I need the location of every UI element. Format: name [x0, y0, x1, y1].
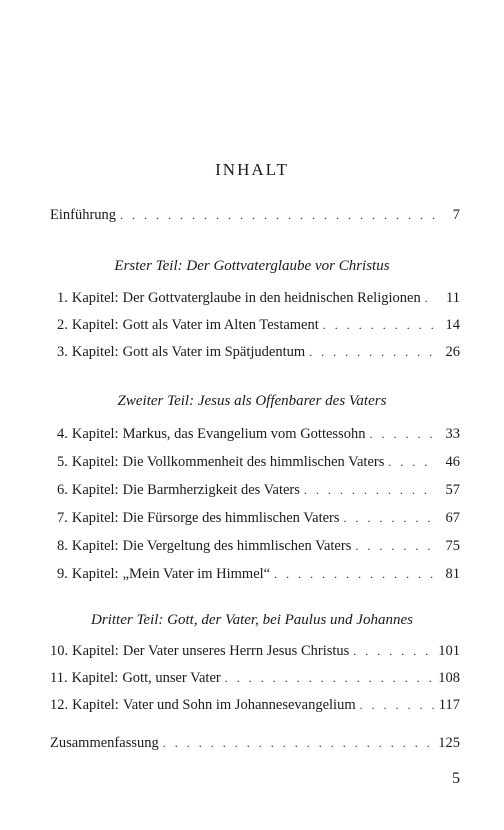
part-title: Dritter Teil: Gott, der Vater, bei Paulus und Johannes: [91, 612, 413, 628]
entry-title: Einführung: [50, 207, 117, 223]
entry-page-number: 57: [445, 482, 460, 498]
toc-entry-chapter[interactable]: [57, 426, 460, 446]
entry-page-number: 26: [445, 344, 460, 360]
chapter-label: Kapitel:: [71, 566, 119, 582]
dot-leader: [120, 208, 436, 223]
toc-heading: INHALT: [215, 160, 289, 179]
dot-leader: [163, 736, 435, 751]
entry-page-number: 81: [445, 566, 460, 582]
chapter-label: Kapitel:: [71, 482, 119, 498]
toc-entry-introduction[interactable]: [50, 207, 460, 227]
chapter-title: Die Vergeltung des himmlischen Vaters: [122, 538, 352, 554]
entry-page-number: 67: [445, 510, 460, 526]
toc-entry-chapter[interactable]: [57, 510, 460, 530]
chapter-label: Kapitel:: [72, 643, 119, 659]
chapter-number: 10.: [50, 643, 69, 659]
chapter-label: Kapitel:: [71, 290, 119, 306]
dot-leader: [353, 644, 434, 659]
entry-page-number: 14: [445, 317, 460, 333]
entry-page-number: 11: [446, 290, 460, 306]
chapter-title: Der Vater unseres Herrn Jesus Christus: [122, 643, 350, 659]
entry-page-number: 7: [452, 207, 460, 223]
chapter-label: Kapitel:: [71, 426, 119, 442]
chapter-number: 3.: [57, 344, 68, 360]
chapter-label: Kapitel:: [71, 344, 119, 360]
chapter-title: Markus, das Evangelium vom Gottessohn: [122, 426, 366, 442]
chapter-number: 2.: [57, 317, 68, 333]
dot-leader: [425, 291, 436, 306]
toc-entry-chapter[interactable]: [57, 482, 460, 502]
chapter-label: Kapitel:: [72, 697, 119, 713]
toc-entry-chapter[interactable]: [57, 290, 460, 310]
part-title: Zweiter Teil: Jesus als Offenbarer des Vaters: [117, 393, 387, 409]
chapter-label: Kapitel:: [71, 317, 119, 333]
chapter-label: Kapitel:: [71, 454, 119, 470]
chapter-number: 9.: [57, 566, 68, 582]
dot-leader: [344, 511, 436, 526]
entry-page-number: 117: [438, 697, 460, 713]
dot-leader: [388, 455, 436, 470]
entry-page-number: 108: [438, 670, 460, 686]
chapter-number: 5.: [57, 454, 68, 470]
entry-page-number: 75: [445, 538, 460, 554]
chapter-label: Kapitel:: [71, 510, 119, 526]
dot-leader: [355, 539, 436, 554]
toc-entry-chapter[interactable]: [57, 566, 460, 586]
toc-entry-summary[interactable]: [50, 735, 460, 755]
chapter-label: Kapitel:: [71, 538, 119, 554]
chapter-title: Die Vollkommenheit des himmlischen Vaters: [122, 454, 385, 470]
chapter-number: 1.: [57, 290, 68, 306]
dot-leader: [360, 698, 435, 713]
toc-entry-chapter[interactable]: [50, 670, 460, 690]
chapter-number: 4.: [57, 426, 68, 442]
chapter-title: Vater und Sohn im Johannesevangelium: [122, 697, 356, 713]
chapter-title: Gott als Vater im Alten Testament: [122, 317, 319, 333]
dot-leader: [304, 483, 436, 498]
part-title: Erster Teil: Der Gottvaterglaube vor Christus: [114, 258, 390, 274]
toc-entry-chapter[interactable]: [50, 697, 460, 717]
entry-page-number: 125: [438, 735, 460, 751]
entry-page-number: 46: [445, 454, 460, 470]
toc-entry-chapter[interactable]: [57, 344, 460, 364]
chapter-label: Kapitel:: [71, 670, 119, 686]
chapter-title: Gott, unser Vater: [122, 670, 221, 686]
chapter-number: 12.: [50, 697, 69, 713]
toc-entry-chapter[interactable]: [50, 643, 460, 663]
chapter-title: Gott als Vater im Spätjudentum: [122, 344, 306, 360]
toc-entry-chapter[interactable]: [57, 317, 460, 337]
chapter-title: Der Gottvaterglaube in den heidnischen Religionen: [122, 290, 421, 306]
dot-leader: [225, 671, 435, 686]
page-number: 5: [452, 770, 460, 787]
toc-entry-chapter[interactable]: [57, 538, 460, 558]
chapter-number: 7.: [57, 510, 68, 526]
chapter-number: 11.: [50, 670, 68, 686]
entry-page-number: 101: [438, 643, 460, 659]
dot-leader: [369, 427, 436, 442]
entry-title: Zusammenfassung: [50, 735, 159, 751]
chapter-title: Die Barmherzigkeit des Vaters: [122, 482, 300, 498]
dot-leader: [274, 567, 436, 582]
chapter-title: Die Fürsorge des himmlischen Vaters: [122, 510, 340, 526]
chapter-number: 6.: [57, 482, 68, 498]
chapter-number: 8.: [57, 538, 68, 554]
toc-entry-chapter[interactable]: [57, 454, 460, 474]
dot-leader: [309, 345, 436, 360]
chapter-title: „Mein Vater im Himmel“: [122, 566, 271, 582]
entry-page-number: 33: [445, 426, 460, 442]
dot-leader: [323, 318, 436, 333]
